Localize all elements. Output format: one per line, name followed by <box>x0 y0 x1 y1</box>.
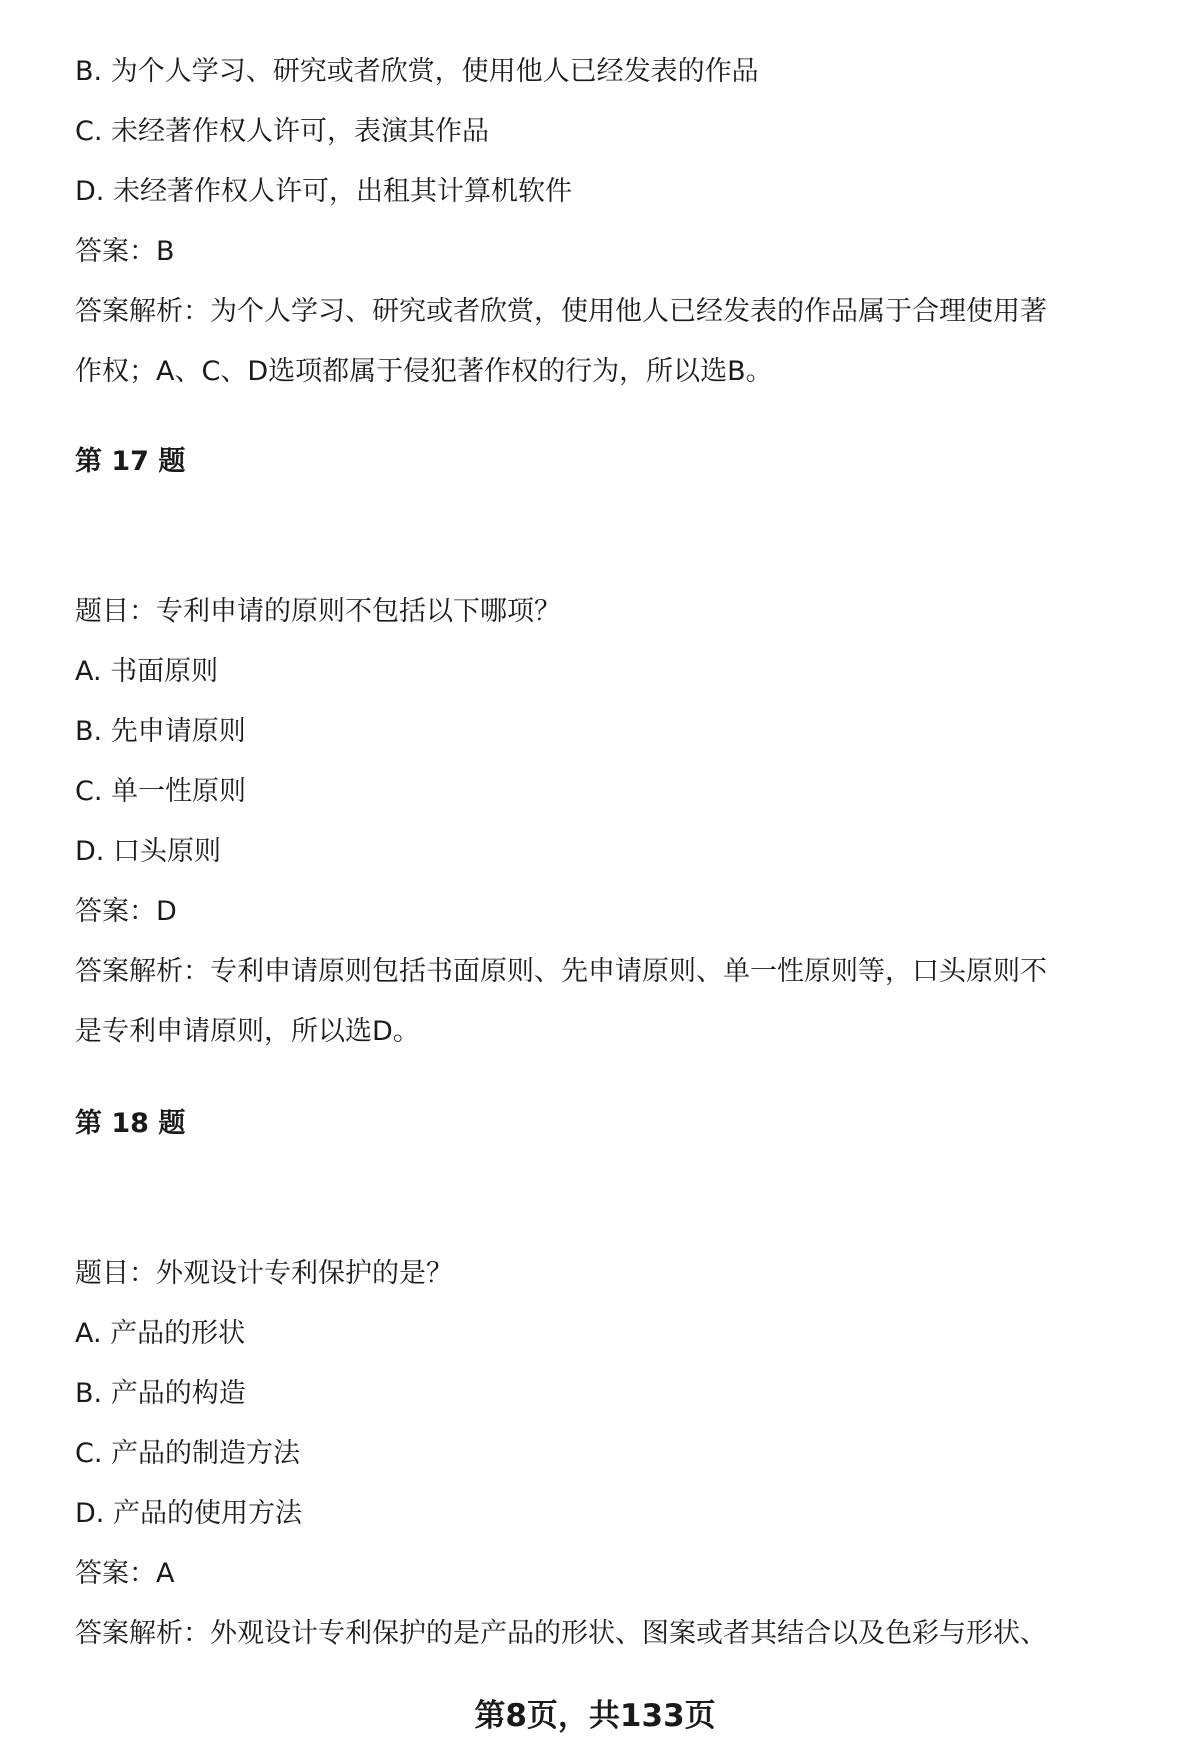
analysis-line: 是专利申请原则，所以选D。 <box>75 1016 420 1047</box>
option-c: C. 单一性原则 <box>75 776 247 807</box>
question-text: 题目：外观设计专利保护的是？ <box>75 1258 453 1289</box>
option-b: B. 产品的构造 <box>75 1378 246 1409</box>
option-b: B. 为个人学习、研究或者欣赏，使用他人已经发表的作品 <box>75 56 759 87</box>
question-heading: 第 18 题 <box>75 1108 186 1139</box>
page-number: 第8页，共133页 <box>474 1698 716 1734</box>
option-c: C. 未经著作权人许可，表演其作品 <box>75 116 490 147</box>
answer: 答案：B <box>75 236 175 267</box>
option-b: B. 先申请原则 <box>75 716 246 747</box>
analysis-line: 答案解析：专利申请原则包括书面原则、先申请原则、单一性原则等，口头原则不 <box>75 956 1047 987</box>
option-c: C. 产品的制造方法 <box>75 1438 301 1469</box>
analysis-line: 答案解析：为个人学习、研究或者欣赏，使用他人已经发表的作品属于合理使用著 <box>75 296 1047 327</box>
analysis-line: 作权；A、C、D选项都属于侵犯著作权的行为，所以选B。 <box>75 356 773 387</box>
answer: 答案：A <box>75 1558 175 1589</box>
option-d: D. 未经著作权人许可，出租其计算机软件 <box>75 176 572 207</box>
analysis-line: 答案解析：外观设计专利保护的是产品的形状、图案或者其结合以及色彩与形状、 <box>75 1618 1047 1649</box>
question-heading: 第 17 题 <box>75 446 186 477</box>
option-a: A. 产品的形状 <box>75 1318 246 1349</box>
answer: 答案：D <box>75 896 177 927</box>
option-d: D. 产品的使用方法 <box>75 1498 302 1529</box>
option-a: A. 书面原则 <box>75 656 219 687</box>
option-d: D. 口头原则 <box>75 836 221 867</box>
question-text: 题目：专利申请的原则不包括以下哪项？ <box>75 596 561 627</box>
